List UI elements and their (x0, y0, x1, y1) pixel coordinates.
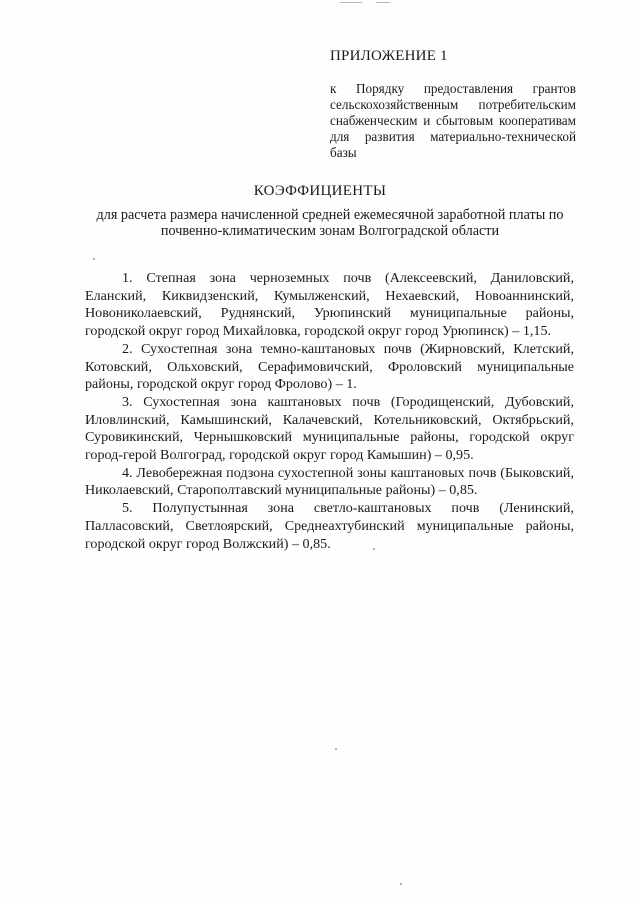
appendix-heading: ПРИЛОЖЕНИЕ 1 (330, 48, 448, 64)
appendix-text: к Порядку предоставления грантов сельскохозяйственным потребительским снабженческим и сбытовым кооперативам для развития материально-технической базы (330, 81, 576, 160)
zone-item-4: 4. Левобережная подзона сухостепной зоны каштановых почв (Быковский, Николаевский, Старополтавский муниципальные районы) – 0,85. (85, 464, 574, 499)
zones-list (85, 270, 574, 553)
zone-item-5: 5. Полупустынная зона светло-каштановых почв (Ленинский, Палласовский, Светлоярский, Среднеахтубинский муниципальные районы, городской округ город Волжский) – 0,85. (85, 500, 574, 552)
zone-item-2: 2. Сухостепная зона темно-каштановых почв (Жирновский, Клетский, Котовский, Ольховский, Серафимовичский, Фроловский муниципальные районы, городской округ город Фролово) – 1. (85, 340, 574, 393)
scan-artifact-dot (93, 258, 95, 260)
scan-artifact-dot-3 (335, 748, 337, 750)
scan-artifact-top-line (340, 2, 362, 3)
scan-artifact-dot-4 (400, 883, 402, 885)
appendix-block (330, 48, 576, 161)
scan-artifact-dot-2 (373, 548, 375, 550)
document-subtitle: для расчета размера начисленной средней ежемесячной заработной платы по почвенно-климатическим зонам Волгоградской области (96, 207, 564, 239)
zone-item-3: 3. Сухостепная зона каштановых почв (Городищенский, Дубовский, Иловлинский, Камышинский, Калачевский, Котельниковский, Октябрьский, Суровикинский, Чернышковский муниципальные районы, городской округ город-герой Волгоград, городской округ город Камышин) – 0,95. (85, 393, 574, 464)
document-title: КОЭФФИЦИЕНТЫ (253, 183, 387, 199)
zone-item-1: 1. Степная зона черноземных почв (Алексеевский, Даниловский, Еланский, Киквидзенский, Кумылженский, Нехаевский, Новоаннинский, Новониколаевский, Руднянский, Урюпинский муниципальные районы, городской округ город Михайловка, городской округ город Урюпинск) – 1,15. (85, 270, 574, 340)
scan-artifact-top-line-2 (376, 2, 390, 3)
